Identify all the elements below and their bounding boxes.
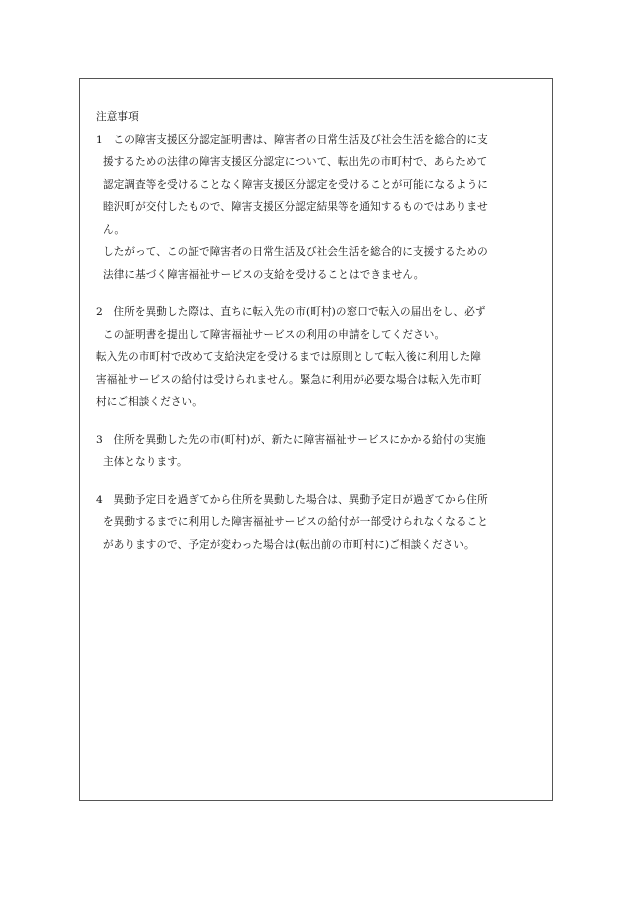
notice-line: 援するための法律の障害支援区分認定について、転出先の市町村で、あらためて [103, 156, 488, 168]
notice-item-1 [96, 129, 536, 287]
notice-line: 害福祉サービスの給付は受けられません。緊急に利用が必要な場合は転入先市町 [96, 373, 482, 386]
notice-line: 村にご相談ください。 [96, 396, 203, 408]
notice-line: を異動するまでに利用した障害福祉サービスの給付が一部受けられなくなること [103, 516, 488, 528]
notice-line: 認定調査等を受けることなく障害支援区分認定を受けることが可能になるように [103, 178, 488, 191]
notice-content [96, 106, 536, 556]
notice-line: 1 この障害支援区分認定証明書は、障害者の日常生活及び社会生活を総合的に支 [96, 133, 488, 146]
notice-line: 法律に基づく障害福祉サービスの支給を受けることはできません。 [103, 268, 425, 281]
notice-line: がありますので、予定が変わった場合は(転出前の市町村に)ご相談ください。 [103, 538, 475, 551]
notice-line: 2 住所を異動した際は、直ちに転入先の市(町村)の窓口で転入の届出をし、必ず [96, 306, 486, 318]
notice-line: したがって、この証で障害者の日常生活及び社会生活を総合的に支援するための [103, 246, 488, 258]
notice-line: 4 異動予定日を過ぎてから住所を異動した場合は、異動予定日が過ぎてから住所 [96, 493, 488, 506]
notice-line: 転入先の市町村で改めて支給決定を受けるまでは原則として転入後に利用した障 [96, 351, 481, 363]
notice-line: 主体となります。 [103, 456, 188, 468]
notice-item-3 [96, 429, 536, 474]
notice-line: ん。 [103, 223, 126, 236]
notice-line: 3 住所を異動した先の市(町村)が、新たに障害福祉サービスにかかる給付の実施 [96, 433, 486, 446]
notice-line: 睦沢町が交付したもので、障害支援区分認定結果等を通知するものではありませ [103, 201, 488, 213]
notice-heading: 注意事項 [96, 111, 139, 123]
notice-item-4 [96, 489, 536, 557]
notice-line: この証明書を提出して障害福祉サービスの利用の申請をしてください。 [103, 328, 446, 341]
notice-item-2 [96, 301, 536, 414]
